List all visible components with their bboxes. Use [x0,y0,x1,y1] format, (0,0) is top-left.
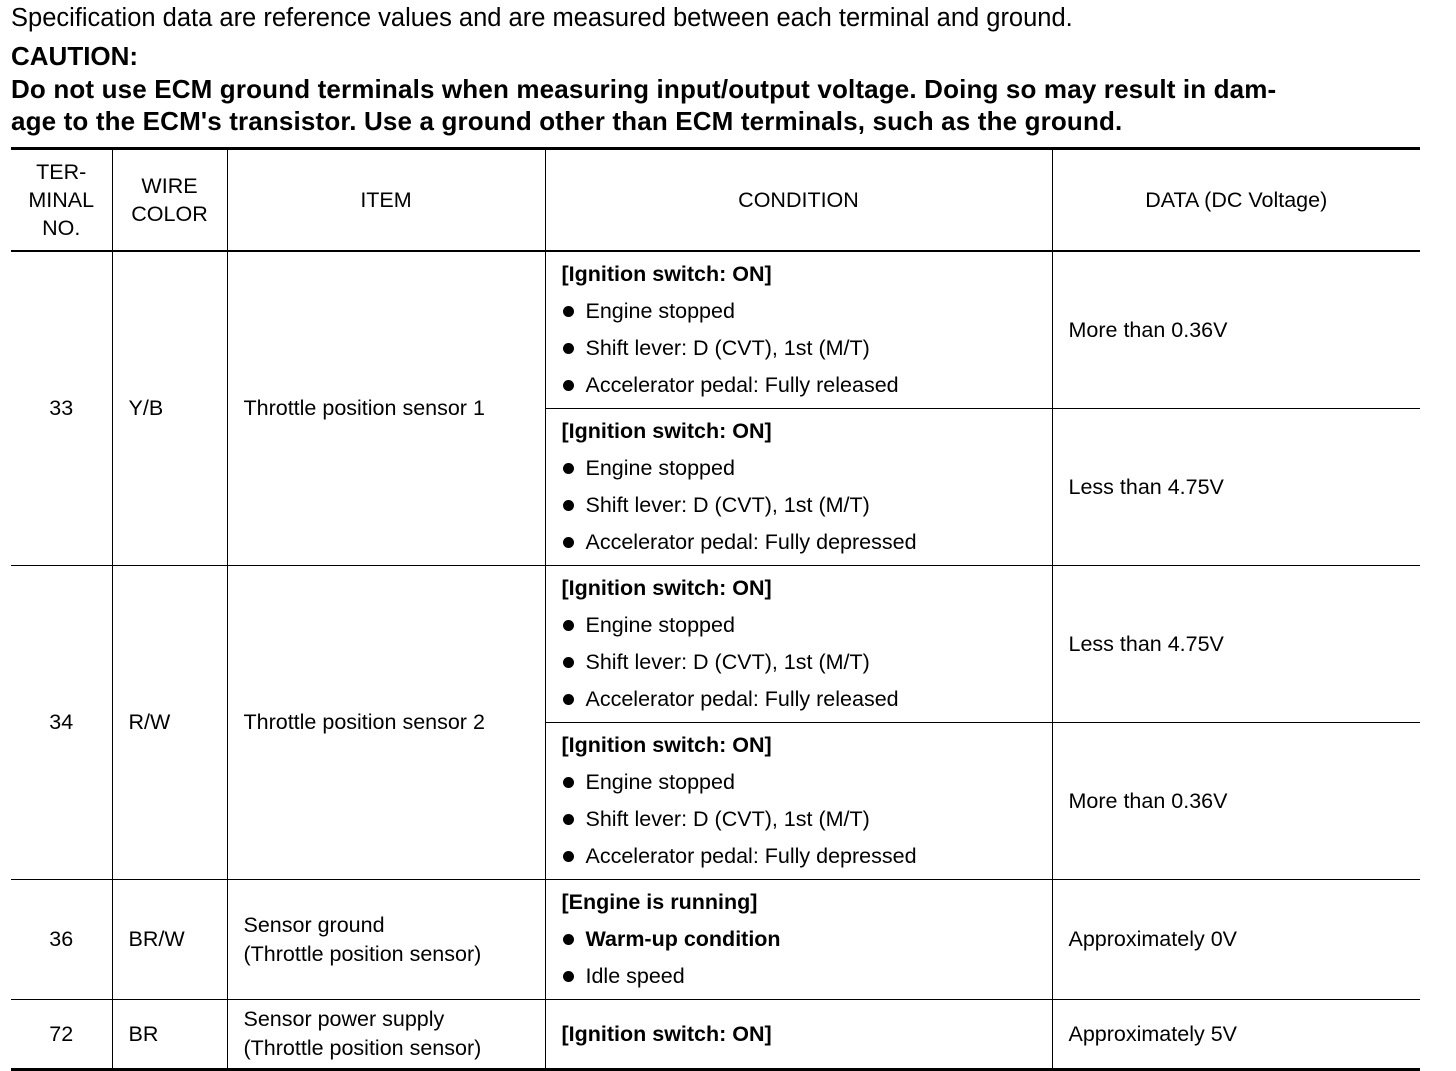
list-item: Accelerator pedal: Fully released [562,367,1052,404]
list-item: Shift lever: D (CVT), 1st (M/T) [562,487,1052,524]
list-item: Engine stopped [562,450,1052,487]
wire-color-cell: Y/B [112,251,227,566]
condition-cell [545,723,1052,880]
data-value-cell: More than 0.36V [1052,251,1420,409]
list-item: Engine stopped [562,607,1052,644]
table-row [11,880,1420,1000]
data-value-cell: Less than 4.75V [1052,566,1420,723]
table-row [11,251,1420,409]
wire-color-cell: R/W [112,566,227,880]
condition-list [562,293,1052,404]
bullet-icon [563,851,574,862]
header-item: ITEM [227,149,545,252]
bullet-icon [563,343,574,354]
data-value-cell: More than 0.36V [1052,723,1420,880]
list-item: Warm-up condition [562,921,1052,958]
list-item: Engine stopped [562,293,1052,330]
bullet-icon [563,620,574,631]
wire-color-cell: BR/W [112,880,227,1000]
list-item: Shift lever: D (CVT), 1st (M/T) [562,330,1052,367]
table-header-row [11,149,1420,252]
list-item: Idle speed [562,958,1052,995]
bullet-icon [563,500,574,511]
condition-cell [545,1000,1052,1070]
header-wire-color: WIRE COLOR [112,149,227,252]
condition-heading: [Ignition switch: ON] [561,419,772,443]
item-cell: Throttle position sensor 2 [227,566,545,880]
condition-heading: [Ignition switch: ON] [561,733,772,757]
condition-heading: [Ignition switch: ON] [561,1021,772,1046]
condition-heading: [Engine is running] [561,890,758,914]
list-item: Accelerator pedal: Fully depressed [562,524,1052,561]
condition-cell [545,566,1052,723]
bullet-icon [563,657,574,668]
data-value-cell: Approximately 0V [1052,880,1420,1000]
terminal-no-cell: 33 [49,396,74,420]
bullet-icon [563,777,574,788]
condition-list [562,764,1052,875]
bullet-icon [563,971,574,982]
item-cell: Sensor power supply (Throttle position sensor) [227,1000,545,1070]
list-item: Shift lever: D (CVT), 1st (M/T) [562,801,1052,838]
caution-text-line-2: age to the ECM's transistor. Use a ground other than ECM terminals, such as the ground. [11,106,1123,136]
table-row [11,1000,1420,1070]
condition-heading: [Ignition switch: ON] [561,576,772,600]
condition-cell [545,251,1052,409]
condition-list [562,607,1052,718]
condition-list [562,921,1052,995]
item-cell: Throttle position sensor 1 [227,251,545,566]
ecm-terminal-spec-table [11,147,1420,1071]
list-item: Accelerator pedal: Fully released [562,681,1052,718]
data-value-cell: Approximately 5V [1052,1000,1420,1070]
list-item: Shift lever: D (CVT), 1st (M/T) [562,644,1052,681]
terminal-no-cell: 36 [11,880,112,1000]
condition-heading: [Ignition switch: ON] [561,262,772,286]
header-terminal-no: TER- MINAL NO. [11,149,112,252]
list-item: Engine stopped [562,764,1052,801]
caution-text-line-1: Do not use ECM ground terminals when measuring input/output voltage. Doing so may result in dam- [11,74,1277,104]
intro-text: Specification data are reference values and are measured between each terminal and ground. [11,4,1073,32]
wire-color-cell: BR [112,1000,227,1070]
bullet-icon [563,380,574,391]
terminal-no-cell: 72 [11,1000,112,1070]
item-cell: Sensor ground (Throttle position sensor) [227,880,545,1000]
terminal-no-cell: 34 [11,566,112,880]
bullet-icon [563,463,574,474]
bullet-icon [563,694,574,705]
condition-cell [545,880,1052,1000]
header-data: DATA (DC Voltage) [1052,149,1420,252]
bullet-icon [563,814,574,825]
bullet-icon [563,537,574,548]
bullet-icon [563,934,574,945]
table-row [11,566,1420,723]
caution-title: CAUTION: [11,41,139,71]
condition-list [562,450,1052,561]
list-item: Accelerator pedal: Fully depressed [562,838,1052,875]
header-condition: CONDITION [545,149,1052,252]
data-value-cell: Less than 4.75V [1052,409,1420,566]
bullet-icon [563,306,574,317]
condition-cell [545,409,1052,566]
